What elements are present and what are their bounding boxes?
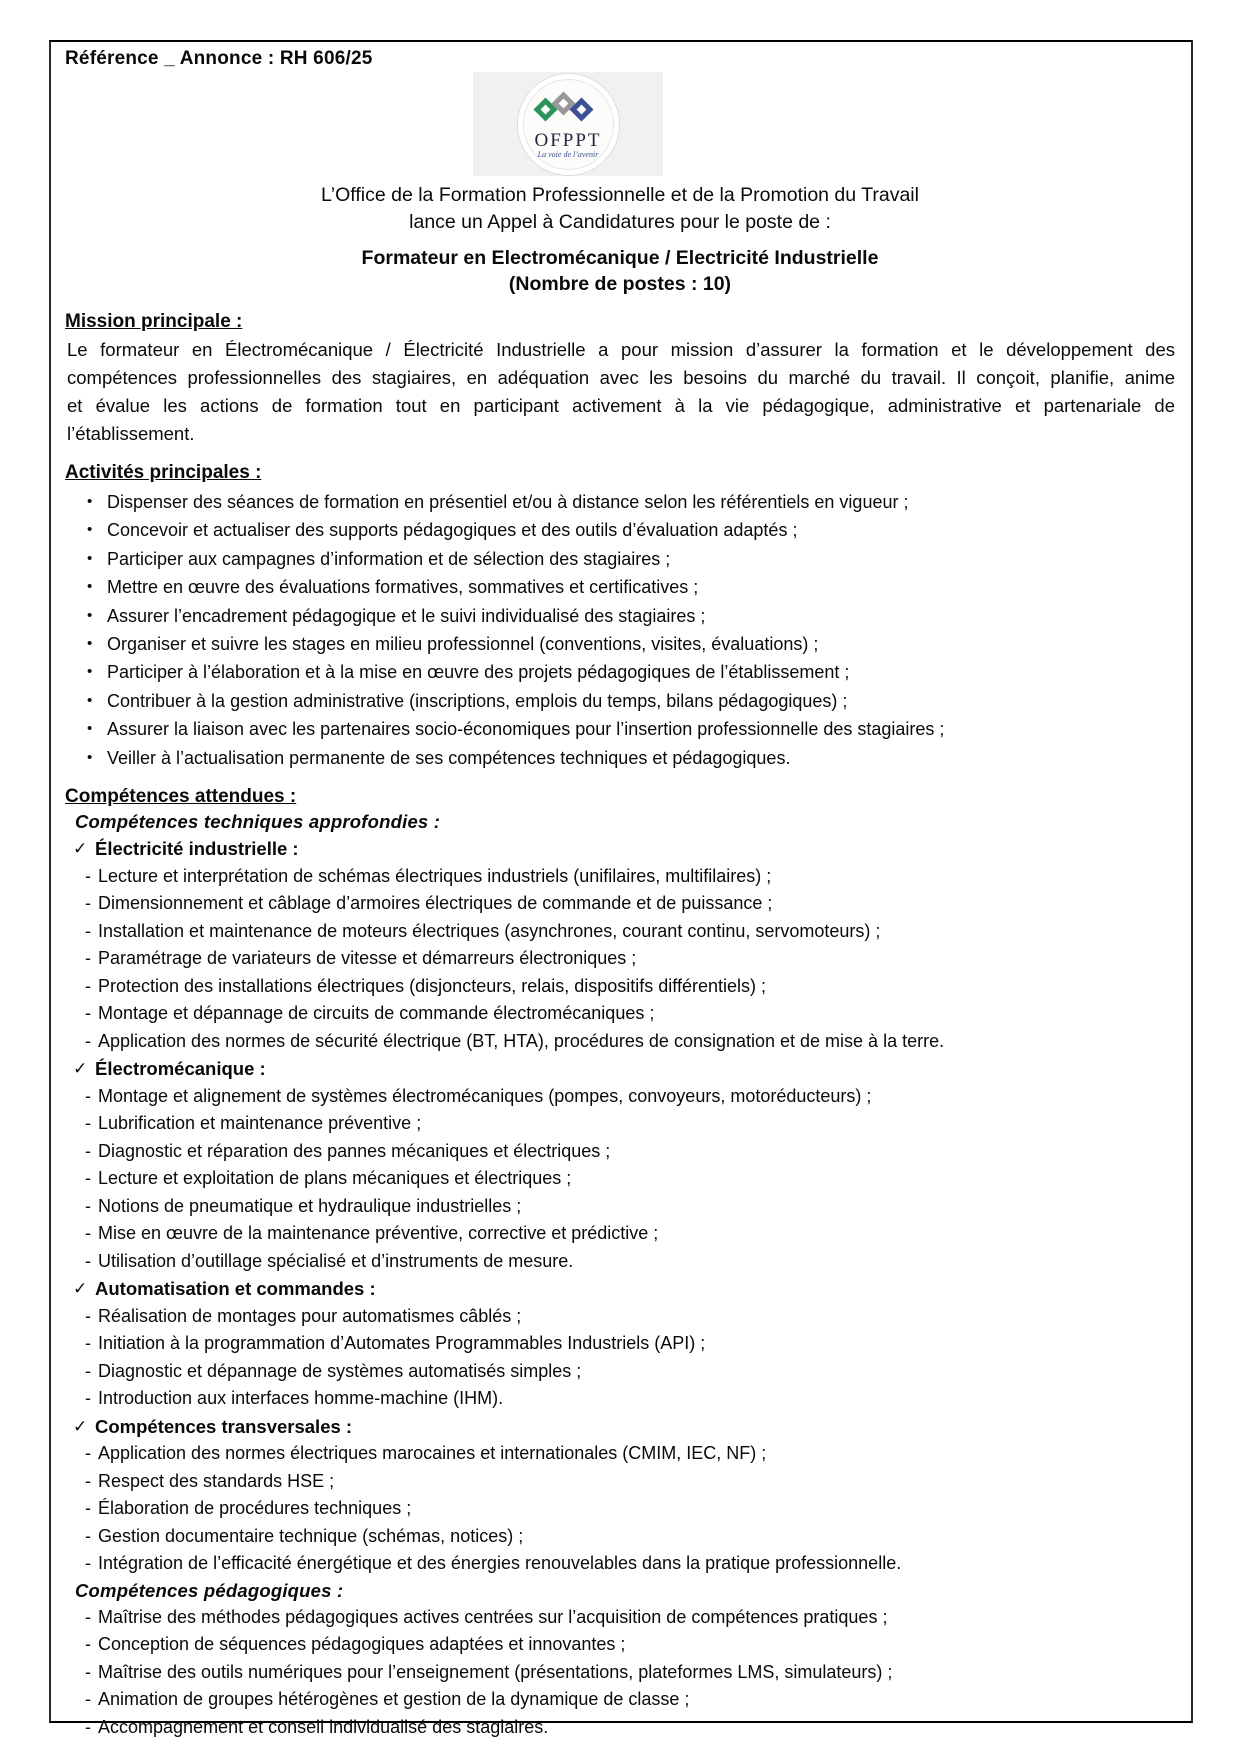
- group-title: Compétences transversales :: [95, 1415, 353, 1437]
- list-item-text: Mettre en œuvre des évaluations formatives, sommatives et certificatives ;: [107, 577, 699, 598]
- ofppt-logo: [473, 72, 663, 176]
- group-heading-electromecanique: [63, 1055, 1177, 1083]
- dash-icon: -: [85, 1525, 91, 1546]
- group-title: Automatisation et commandes :: [95, 1278, 376, 1300]
- dash-icon: -: [85, 1606, 91, 1627]
- dash-icon: -: [85, 1498, 91, 1519]
- group-title: Électricité industrielle :: [95, 838, 299, 860]
- competence-item: [63, 890, 1177, 918]
- bullet-icon: •: [87, 578, 93, 596]
- list-item-text: Conception de séquences pédagogiques adaptées et innovantes ;: [98, 1634, 626, 1655]
- competence-item: [63, 1523, 1177, 1551]
- job-posts-count: (Nombre de postes : 10): [508, 273, 732, 295]
- bullet-icon: •: [87, 493, 93, 510]
- bullet-icon: •: [87, 635, 93, 653]
- competence-item: [63, 1659, 1177, 1687]
- competence-item: [63, 1686, 1177, 1714]
- dash-icon: -: [85, 1003, 91, 1024]
- activities-list: [63, 488, 1177, 772]
- bullet-icon: •: [87, 606, 93, 624]
- checkmark-icon: ✓: [73, 1059, 88, 1079]
- list-item-text: Accompagnement et conseil individualisé des stagiaires.: [98, 1716, 549, 1737]
- dash-icon: -: [85, 1470, 91, 1491]
- activity-item: [63, 715, 1177, 743]
- list-item-text: Introduction aux interfaces homme-machine (IHM).: [98, 1388, 504, 1409]
- list-item-text: Réalisation de montages pour automatismes câblés ;: [98, 1305, 522, 1326]
- list-item-text: Initiation à la programmation d’Automates Programmables Industriels (API) ;: [98, 1333, 706, 1354]
- competence-item: [63, 1440, 1177, 1468]
- list-item-text: Participer aux campagnes d’information et de sélection des stagiaires ;: [107, 548, 671, 569]
- list-item-text: Assurer la liaison avec les partenaires socio-économiques pour l’insertion professionnelle des stagiaires ;: [107, 719, 945, 740]
- document-page: [49, 40, 1193, 1737]
- competence-item: [63, 1604, 1177, 1632]
- bullet-icon: •: [87, 691, 93, 709]
- group-list-electricite: [63, 863, 1177, 1056]
- competence-item: [63, 973, 1177, 1001]
- list-item-text: Lubrification et maintenance préventive ;: [98, 1113, 422, 1134]
- group-list-automatisation: [63, 1303, 1177, 1413]
- group-heading-transversales: [63, 1413, 1177, 1441]
- list-item-text: Lecture et interprétation de schémas électriques industriels (unifilaires, multifilaires) ;: [98, 865, 772, 886]
- list-item-text: Maîtrise des outils numériques pour l’enseignement (présentations, plateformes LMS, simulateurs) ;: [98, 1661, 893, 1682]
- dash-icon: -: [85, 975, 91, 996]
- competence-item: [63, 1385, 1177, 1413]
- intro-block: [63, 182, 1177, 236]
- mission-heading: Mission principale :: [65, 311, 243, 332]
- ofppt-logo-badge: [518, 74, 619, 175]
- bullet-icon: •: [87, 663, 93, 681]
- ofppt-tagline: La voie de l’avenir: [537, 149, 599, 159]
- list-item-text: Application des normes électriques marocaines et internationales (CMIM, IEC, NF) ;: [98, 1443, 767, 1464]
- intro-line-2: lance un Appel à Candidatures pour le poste de :: [409, 211, 831, 233]
- list-item-text: Application des normes de sécurité électrique (BT, HTA), procédures de consignation et de mise à la terre.: [98, 1030, 945, 1051]
- dash-icon: -: [85, 1634, 91, 1655]
- dash-icon: -: [85, 1443, 91, 1464]
- dash-icon: -: [85, 1388, 91, 1409]
- activity-item: [63, 573, 1177, 601]
- list-item-text: Participer à l’élaboration et à la mise en œuvre des projets pédagogiques de l’établissement ;: [107, 662, 850, 683]
- group-heading-electricite: [63, 835, 1177, 863]
- list-item-text: Diagnostic et réparation des pannes mécaniques et électriques ;: [98, 1140, 611, 1161]
- list-item-text: Montage et dépannage de circuits de commande électromécaniques ;: [98, 1003, 655, 1024]
- competence-item: [63, 1028, 1177, 1056]
- dash-icon: -: [85, 1250, 91, 1271]
- checkmark-icon: ✓: [73, 1279, 88, 1299]
- pedagogical-competences-heading: Compétences pédagogiques :: [75, 1579, 344, 1601]
- competence-item: [63, 1110, 1177, 1138]
- activity-item: [63, 630, 1177, 658]
- competence-item: [63, 918, 1177, 946]
- competence-item: [63, 1468, 1177, 1496]
- technical-competences-heading: Compétences techniques approfondies :: [75, 811, 441, 833]
- list-item-text: Dimensionnement et câblage d’armoires électriques de commande et de puissance ;: [98, 893, 773, 914]
- bullet-icon: •: [87, 521, 93, 539]
- competence-item: [63, 1165, 1177, 1193]
- list-item-text: Protection des installations électriques (disjoncteurs, relais, dispositifs différentiels) ;: [98, 975, 766, 996]
- competence-item: [63, 1631, 1177, 1659]
- competence-item: [63, 1358, 1177, 1386]
- activity-item: [63, 488, 1177, 516]
- dash-icon: -: [85, 1168, 91, 1189]
- competence-item: [63, 1138, 1177, 1166]
- competence-item: [63, 1550, 1177, 1578]
- list-item-text: Installation et maintenance de moteurs électriques (asynchrones, courant continu, servomoteurs) ;: [98, 920, 881, 941]
- activity-item: [63, 744, 1177, 772]
- competence-item: [63, 1330, 1177, 1358]
- list-item-text: Intégration de l’efficacité énergétique et des énergies renouvelables dans la pratique professionnelle.: [98, 1553, 902, 1574]
- mission-body: Le formateur en Électromécanique / Électricité Industrielle a pour mission d’assurer la formation et le développement des compétences professionnelles des stagiaires, en adéquation avec les besoins du marché du travail. Il conçoit, planifie, anime et évalue les actions de formation tout en participant activement à la vie pédagogique, administrative et partenariale de l’établissement.: [67, 339, 1175, 444]
- list-item-text: Concevoir et actualiser des supports pédagogiques et des outils d’évaluation adaptés ;: [107, 520, 798, 541]
- dash-icon: -: [85, 920, 91, 941]
- dash-icon: -: [85, 1223, 91, 1244]
- activity-item: [63, 658, 1177, 686]
- competence-item: [63, 945, 1177, 973]
- dash-icon: -: [85, 1360, 91, 1381]
- dash-icon: -: [85, 1333, 91, 1354]
- list-item-text: Respect des standards HSE ;: [98, 1470, 335, 1491]
- dash-icon: -: [85, 865, 91, 886]
- competence-item: [63, 1220, 1177, 1248]
- competence-item: [63, 863, 1177, 891]
- dash-icon: -: [85, 1195, 91, 1216]
- group-title: Électromécanique :: [95, 1058, 266, 1080]
- dash-icon: -: [85, 1085, 91, 1106]
- list-item-text: Élaboration de procédures techniques ;: [98, 1498, 412, 1519]
- checkmark-icon: ✓: [73, 1416, 88, 1436]
- ofppt-diamonds-icon: [535, 93, 601, 129]
- list-item-text: Montage et alignement de systèmes électromécaniques (pompes, convoyeurs, motoréducteurs) ;: [98, 1085, 872, 1106]
- list-item-text: Lecture et exploitation de plans mécaniques et électriques ;: [98, 1168, 572, 1189]
- competence-item: [63, 1714, 1177, 1742]
- bullet-icon: •: [87, 549, 93, 567]
- reference-line: Référence _ Annonce : RH 606/25: [65, 48, 373, 69]
- activities-heading: Activités principales :: [65, 462, 262, 483]
- ofppt-wordmark: OFPPT: [534, 129, 602, 151]
- dash-icon: -: [85, 1140, 91, 1161]
- competence-item: [63, 1495, 1177, 1523]
- list-item-text: Assurer l’encadrement pédagogique et le suivi individualisé des stagiaires ;: [107, 605, 706, 626]
- intro-line-1: L’Office de la Formation Professionnelle et de la Promotion du Travail: [321, 184, 919, 206]
- group-heading-automatisation: [63, 1275, 1177, 1303]
- competence-item: [63, 1248, 1177, 1276]
- list-item-text: Organiser et suivre les stages en milieu professionnel (conventions, visites, évaluations) ;: [107, 634, 819, 655]
- dash-icon: -: [85, 1305, 91, 1326]
- competence-item: [63, 1000, 1177, 1028]
- dash-icon: -: [85, 893, 91, 914]
- dash-icon: -: [85, 1553, 91, 1574]
- list-item-text: Dispenser des séances de formation en présentiel et/ou à distance selon les référentiels en vigueur ;: [107, 492, 909, 512]
- list-item-text: Notions de pneumatique et hydraulique industrielles ;: [98, 1195, 522, 1216]
- checkmark-icon: ✓: [73, 839, 88, 859]
- activity-item: [63, 516, 1177, 544]
- dash-icon: -: [85, 1716, 91, 1737]
- job-title: Formateur en Electromécanique / Electricité Industrielle: [361, 247, 879, 269]
- group-list-electromecanique: [63, 1083, 1177, 1276]
- list-item-text: Gestion documentaire technique (schémas, notices) ;: [98, 1525, 524, 1546]
- dash-icon: -: [85, 1689, 91, 1710]
- activity-item: [63, 545, 1177, 573]
- list-item-text: Veiller à l’actualisation permanente de ses compétences techniques et pédagogiques.: [107, 747, 791, 768]
- dash-icon: -: [85, 1661, 91, 1682]
- list-item-text: Maîtrise des méthodes pédagogiques actives centrées sur l’acquisition de compétences pratiques ;: [98, 1606, 888, 1627]
- dash-icon: -: [85, 948, 91, 969]
- list-item-text: Animation de groupes hétérogènes et gestion de la dynamique de classe ;: [98, 1689, 690, 1710]
- list-item-text: Utilisation d’outillage spécialisé et d’instruments de mesure.: [98, 1250, 574, 1271]
- bullet-icon: •: [87, 748, 93, 766]
- competence-item: [63, 1083, 1177, 1111]
- competence-item: [63, 1303, 1177, 1331]
- competence-item: [63, 1193, 1177, 1221]
- activity-item: [63, 602, 1177, 630]
- dash-icon: -: [85, 1113, 91, 1134]
- list-item-text: Contribuer à la gestion administrative (inscriptions, emplois du temps, bilans pédagogiques) ;: [107, 690, 848, 711]
- competences-heading: Compétences attendues :: [65, 786, 297, 808]
- list-item-text: Mise en œuvre de la maintenance préventive, corrective et prédictive ;: [98, 1223, 659, 1244]
- pedagogical-list: [63, 1604, 1177, 1742]
- activity-item: [63, 687, 1177, 715]
- list-item-text: Diagnostic et dépannage de systèmes automatisés simples ;: [98, 1360, 582, 1381]
- bullet-icon: •: [87, 720, 93, 738]
- group-list-transversales: [63, 1440, 1177, 1578]
- dash-icon: -: [85, 1030, 91, 1051]
- job-title-block: [63, 245, 1177, 297]
- list-item-text: Paramétrage de variateurs de vitesse et démarreurs électroniques ;: [98, 948, 637, 969]
